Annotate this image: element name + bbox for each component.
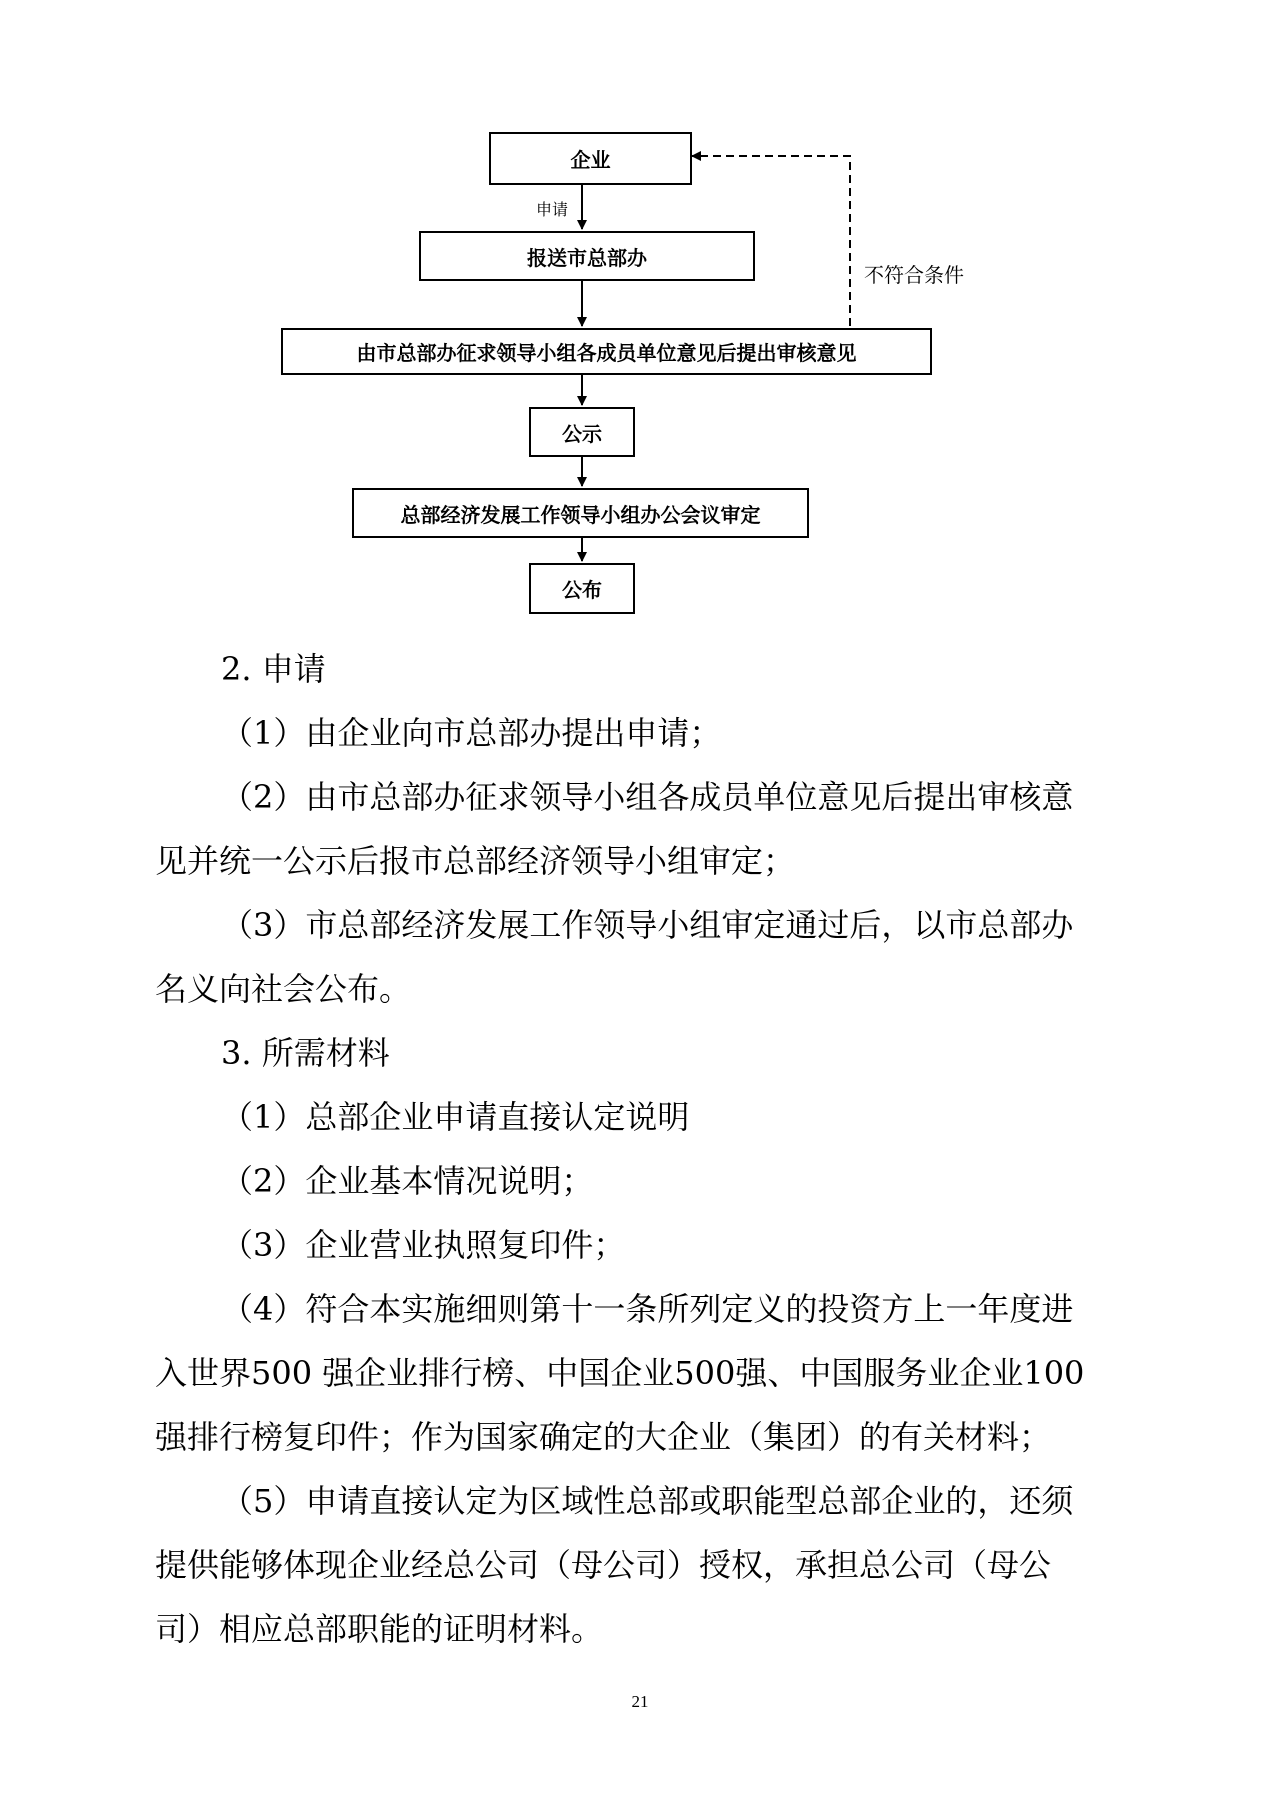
materials-item-4-line-3: 强排行榜复印件；作为国家确定的大企业（集团）的有关材料；	[155, 1418, 1052, 1456]
flow-step-publicity	[529, 407, 635, 457]
section-heading-apply: 2. 申请	[221, 650, 326, 688]
flow-step-label: 总部经济发展工作领导小组办公会议审定	[400, 502, 761, 527]
section-heading-materials: 3. 所需材料	[221, 1034, 390, 1072]
flow-step-label: 公示	[562, 421, 602, 446]
flow-step-label: 公布	[562, 578, 602, 602]
flow-step-label: 报送市总部办	[527, 245, 647, 270]
page-number: 21	[631, 1692, 649, 1711]
flow-step-announce	[529, 563, 635, 614]
materials-item-5-line-3: 司）相应总部职能的证明材料。	[155, 1610, 604, 1648]
flowchart	[0, 0, 1280, 640]
edge-label-apply: 申请	[536, 200, 569, 219]
flow-step-submit	[419, 231, 755, 281]
materials-item-5-line-1: （5）申请直接认定为区域性总部或职能型总部企业的，还须	[221, 1482, 1074, 1520]
text-run: （2）由市总部办征求领导小组各成员单位意见后提出审核意	[221, 778, 1074, 816]
flowchart-connectors	[0, 0, 1280, 640]
materials-item-5-line-2: 提供能够体现企业经总公司（母公司）授权，承担总公司（母公	[155, 1546, 1052, 1584]
flow-step-review	[281, 328, 932, 375]
flow-step-label: 由市总部办征求领导小组各成员单位意见后提出审核意见	[356, 341, 857, 365]
materials-item-4-line-1: （4）符合本实施细则第十一条所列定义的投资方上一年度进	[221, 1290, 1074, 1328]
apply-item-1: （1）由企业向市总部办提出申请；	[221, 714, 722, 752]
flow-step-label: 企业	[570, 148, 611, 172]
materials-item-2: （2）企业基本情况说明；	[221, 1162, 594, 1200]
feedback-label: 不符合条件	[864, 263, 964, 287]
materials-item-4-line-2: 入世界500 强企业排行榜、中国企业500强、中国服务业企业100	[155, 1354, 1085, 1392]
apply-item-2-line-2: 见并统一公示后报市总部经济领导小组审定；	[155, 842, 796, 880]
flow-step-approval	[352, 488, 809, 538]
flow-step-enterprise	[489, 132, 692, 185]
apply-item-2-line-1	[221, 772, 1135, 818]
apply-item-3-line-2: 名义向社会公布。	[155, 970, 412, 1008]
materials-item-3: （3）企业营业执照复印件；	[221, 1226, 626, 1264]
apply-item-3-line-1: （3）市总部经济发展工作领导小组审定通过后，以市总部办	[221, 906, 1074, 944]
materials-item-1: （1）总部企业申请直接认定说明	[221, 1098, 690, 1136]
